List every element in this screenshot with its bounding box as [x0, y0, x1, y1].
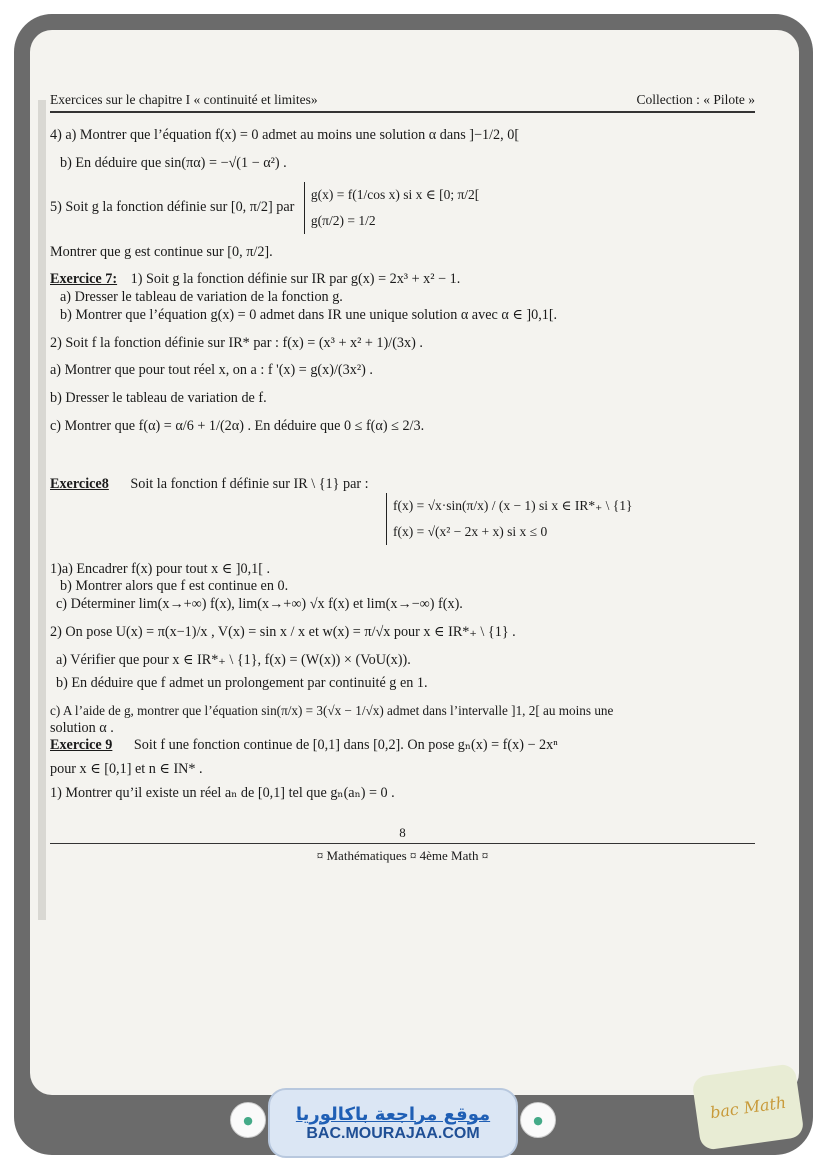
ex7-q1: 1) Soit g la fonction définie sur IR par g(x) = 2x³ + x² − 1. — [130, 271, 461, 288]
ex8-q2: 2) On pose U(x) = π(x−1)/x , V(x) = sin x / x et w(x) = π/√x pour x ∈ IR*₊ \ {1} . — [50, 623, 516, 640]
q5-text: 5) Soit g la fonction définie sur [0, π/2] par — [50, 199, 295, 216]
bac-math-logo: bac Math — [691, 1063, 804, 1151]
ex9-q1: 1) Montrer qu’il existe un réel aₙ de [0,1] tel que gₙ(aₙ) = 0 . — [50, 784, 395, 801]
ex8-case2: f(x) = √(x² − 2x + x) si x ≤ 0 — [393, 524, 548, 540]
ex7-line1 — [50, 271, 755, 289]
ex8-q1c: c) Déterminer lim(x→+∞) f(x), lim(x→+∞) √x f(x) et lim(x→−∞) f(x). — [56, 596, 463, 613]
ex9-title: Exercice 9 — [50, 737, 113, 754]
ex8-q2c-end: solution α . — [50, 719, 114, 736]
ex7-q2c: c) Montrer que f(α) = α/6 + 1/(2α) . En déduire que 0 ≤ f(α) ≤ 2/3. — [50, 417, 425, 434]
ex7-q1b: b) Montrer que l’équation g(x) = 0 admet dans IR une unique solution α avec α ∈ ]0,1[. — [60, 306, 558, 323]
ex9-line1 — [50, 737, 755, 755]
q5-line — [50, 182, 755, 233]
ex9-domain: pour x ∈ [0,1] et n ∈ IN* . — [50, 761, 203, 778]
binding-shadow — [38, 100, 46, 920]
ex8-case1: f(x) = √x·sin(π/x) / (x − 1) si x ∈ IR*₊ \ {1} — [393, 498, 633, 514]
ex7-q2: 2) Soit f la fonction définie sur IR* par : f(x) = (x³ + x² + 1)/(3x) . — [50, 334, 423, 351]
page-number: 8 — [399, 824, 406, 840]
ex7-q2a: a) Montrer que pour tout réel x, on a : f '(x) = g(x)/(3x²) . — [50, 362, 373, 379]
ex8-q2c: c) A l’aide de g, montrer que l’équation sin(π/x) = 3(√x − 1/√x) admet dans l’intervalle ]1, 2[ au moins une — [50, 703, 614, 719]
q5-case2: g(π/2) = 1/2 — [310, 213, 376, 229]
ex7-q1a: a) Dresser le tableau de variation de la fonction g. — [60, 289, 343, 306]
page-footer: ¤ Mathématiques ¤ 4ème Math ¤ — [50, 843, 755, 864]
ex8-line1 — [50, 476, 755, 494]
q5-continuity-line: Montrer que g est continue sur [0, π/2]. — [50, 243, 273, 260]
q5-case1: g(x) = f(1/cos x) si x ∈ [0; π/2[ — [310, 187, 480, 203]
ex8-piecewise — [50, 493, 755, 544]
ex9-intro: Soit f une fonction continue de [0,1] dans [0,2]. On pose gₙ(x) = f(x) − 2xⁿ — [133, 737, 558, 754]
ex8-brace — [386, 493, 633, 544]
banner-url[interactable]: BAC.MOURAJAA.COM — [306, 1124, 480, 1142]
document-content — [50, 92, 755, 864]
ex8-q2b: b) En déduire que f admet un prolongement par continuité g en 1. — [56, 675, 428, 692]
site-banner[interactable] — [268, 1088, 518, 1158]
header-chapter: Exercices sur le chapitre I « continuité et limites» — [50, 92, 318, 107]
ex7-q2b: b) Dresser le tableau de variation de f. — [50, 390, 267, 407]
ex8-intro: Soit la fonction f définie sur IR \ {1} par : — [130, 475, 369, 492]
ex8-q2a: a) Vérifier que pour x ∈ IR*₊ \ {1}, f(x) = (W(x)) × (VoU(x)). — [56, 651, 411, 668]
q4b-line: b) En déduire que sin(πα) = −√(1 − α²) . — [60, 154, 287, 171]
q5-piecewise — [304, 182, 479, 233]
q4a-line: 4) a) Montrer que l’équation f(x) = 0 admet au moins une solution α dans ]−1/2, 0[ — [50, 126, 520, 143]
page-header — [50, 92, 755, 113]
left-logo-icon: ● — [230, 1102, 266, 1138]
ex8-title: Exercice8 — [50, 475, 109, 492]
right-logo-icon: ● — [520, 1102, 556, 1138]
ex8-q1b: b) Montrer alors que f est continue en 0. — [60, 578, 289, 595]
header-collection: Collection : « Pilote » — [636, 92, 755, 107]
banner-arabic-title[interactable]: موقع مراجعة باكالوريا — [295, 1103, 491, 1125]
ex8-q1a: 1)a) Encadrer f(x) pour tout x ∈ ]0,1[ . — [50, 560, 271, 577]
ex7-title: Exercice 7: — [50, 271, 118, 288]
